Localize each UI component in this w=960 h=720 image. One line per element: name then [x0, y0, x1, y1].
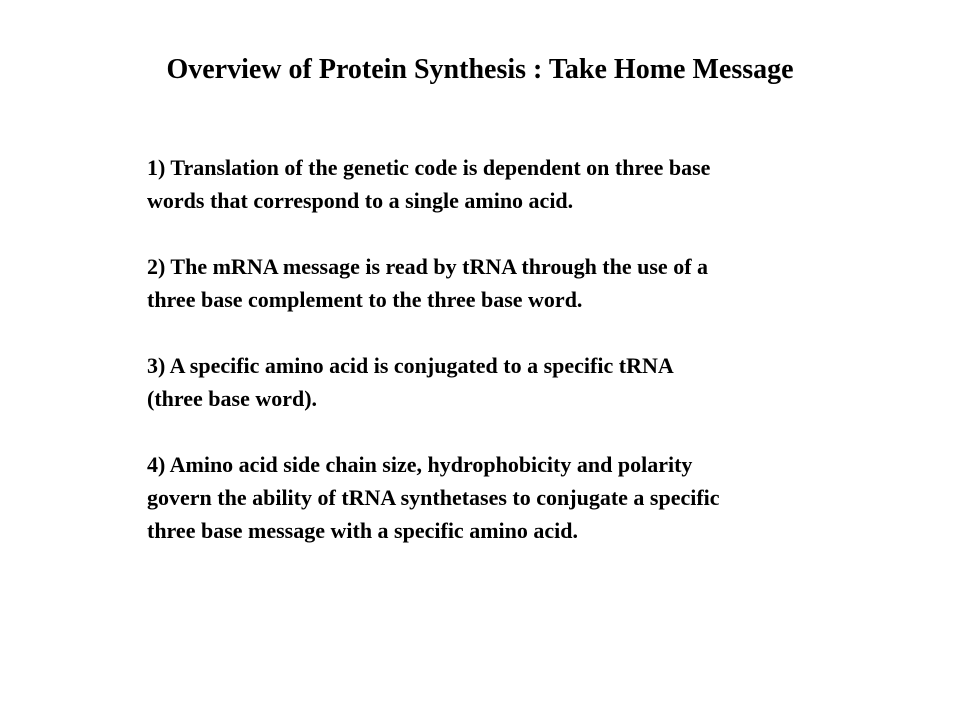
slide-title: Overview of Protein Synthesis : Take Home Message — [166, 54, 794, 85]
take-home-points — [147, 151, 867, 580]
point-4-line-2: govern the ability of tRNA synthetases to conjugate a specific — [147, 485, 720, 510]
point-4-line-3: three base message with a specific amino acid. — [147, 518, 578, 543]
point-4-line-1: 4) Amino acid side chain size, hydrophobicity and polarity — [147, 452, 693, 477]
point-2-line-1: 2) The mRNA message is read by tRNA through the use of a — [147, 254, 709, 279]
point-1-line-1: 1) Translation of the genetic code is dependent on three base — [147, 155, 711, 180]
point-3-line-1: 3) A specific amino acid is conjugated to a specific tRNA — [147, 353, 674, 378]
point-1-line-2: words that correspond to a single amino acid. — [147, 188, 574, 213]
point-3 — [147, 349, 867, 415]
point-1 — [147, 151, 867, 217]
point-4 — [147, 448, 867, 547]
point-2 — [147, 250, 867, 316]
point-3-line-2: (three base word). — [147, 386, 318, 411]
point-2-line-2: three base complement to the three base word. — [147, 287, 583, 312]
